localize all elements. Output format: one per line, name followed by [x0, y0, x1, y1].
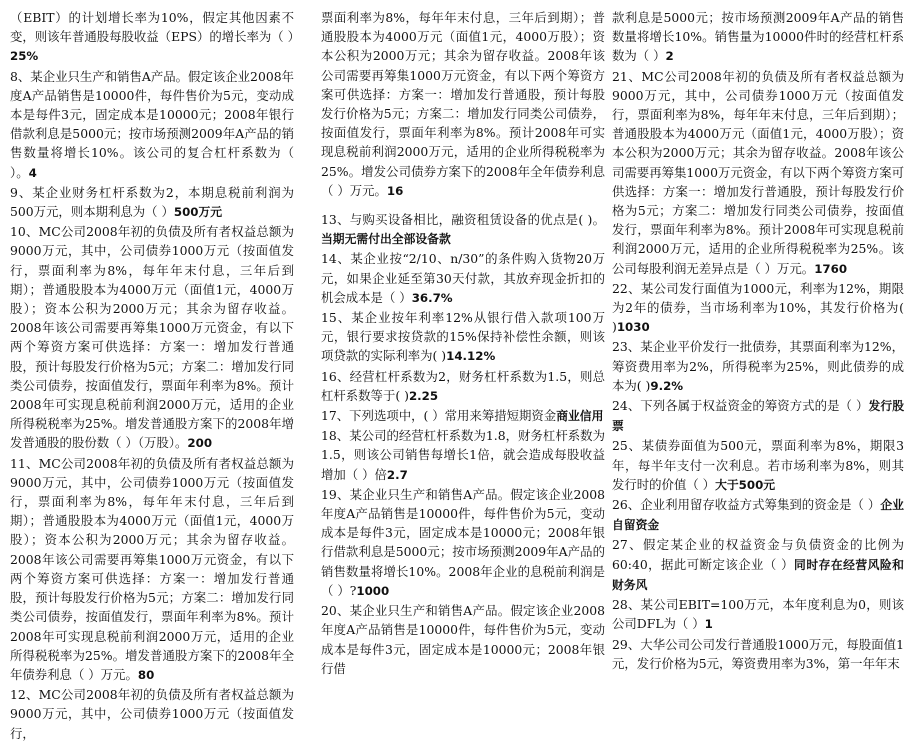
question-text: 29、大华公司公司发行普通股1000万元，每股面值1元，发行价格为5元，筹资费用率为3%，第一年年末: [612, 636, 904, 671]
question-text: 28、某公司EBIT=100万元，本年度利息为0，则该公司DFL为（ ）: [612, 597, 904, 632]
question-text: 20、某企业只生产和销售A产品。假定该企业2008年度A产品销售是10000件，每件售价为5元，变动成本是每件3元，固定成本是10000元；2008年银行借: [321, 603, 605, 676]
question-text: 21、MC公司2008年初的负债及所有者权益总额为9000万元，其中，公司债券1000万元（按面值发行，票面利率为8%，每年年末付息，三年后到期）；普通股股本为4000万元（面值1元，4000万股）；资本公积为2000万元；其余为留存收益。2008年该公司需要再筹集1000万元资金，有以下两个筹资方案可供选择：方案一：增加发行普通股，预计每股发行价格为5元；方案二：增加发行同类公司债券，按面值发行，票面年利率为8%。预计2008年可实现息税前利润2000万元，适用的企业所得税税率为25%。该公司每股利润无差异点是（ ）万元。: [612, 68, 904, 276]
answer-text: 2: [665, 49, 674, 64]
answer-text: 80: [137, 667, 155, 682]
question-item: [612, 67, 904, 279]
question-item: [612, 535, 904, 595]
question-text: 19、某企业只生产和销售A产品。假定该企业2008年度A产品销售是10000件，每件售价为5元，变动成本是每件3元，固定成本是10000元；2008年银行借款利息是5000元；按市场预测2009年A产品的销售数量将增长10%。2008年企业的息税前利润是（ ）?: [321, 486, 605, 598]
question-text: 13、与购买设备相比，融资租赁设备的优点是( )。: [321, 212, 605, 228]
question-item: [321, 426, 605, 485]
question-text: 11、MC公司2008年初的负债及所有者权益总额为9000万元，其中，公司债券1000万元（按面值发行，票面利率为8%，每年年末付息，三年后到期）；普通股股本为4000万元（面值1元，4000万股）；资本公积为2000万元；其余为留存收益。2008年该公司需要再筹集1000万元资金，有以下两个筹资方案可供选择：方案一：增加发行普通股，预计每股发行价格为5元；方案二：增加发行同类公司债券，按面值发行，票面年利率为8%。预计2008年可实现息税前利润2000万元，适用的企业所得税税率为25%。增发普通股方案下的2008年全年债券利息（ ）万元。: [10, 455, 294, 682]
question-item: [612, 337, 904, 396]
answer-text: 16: [386, 183, 404, 198]
question-item: [612, 635, 904, 673]
question-text: 12、MC公司2008年初的负债及所有者权益总额为9000万元，其中，公司债券1000万元（按面值发行，: [10, 687, 294, 741]
answer-text: 大于500元: [715, 477, 776, 492]
question-text: 25、某债券面值为500元，票面利率为8%，期限3年，每半年支付一次利息。若市场利率为8%，则其发行时的价值（ ）: [612, 438, 904, 492]
question-item: [10, 8, 301, 67]
question-item: [321, 308, 605, 367]
answer-text: 同时存在经营风险和财务风: [612, 557, 904, 592]
question-text: 27、假定某企业的权益资金与负债资金的比例为60:40，据此可断定该企业（ ）: [612, 537, 904, 572]
answer-text: 25%: [10, 49, 39, 64]
question-item: [10, 454, 294, 685]
question-item: [321, 601, 605, 678]
question-item: [612, 595, 904, 634]
question-text: 10、MC公司2008年初的负债及所有者权益总额为9000万元，其中，公司债券1000万元（按面值发行，票面利率为8%，每年年末付息，三年后到期）；普通股股本为4000万元（面值1元，4000万股）；资本公积为2000万元；其余为留存收益。2008年该公司需要再筹集1000万元资金，有以下两个筹资方案可供选择：方案一：增加发行普通股，预计每股发行价格为5元；方案二：增加发行同类公司债券，按面值发行，票面年利率为8%。预计2008年可实现息税前利润2000万元，适用的企业所得税税率为25%。增发普通股方案下的2008年增发普通股的股份数（ ）（万股）。: [10, 224, 294, 451]
question-item: [10, 183, 294, 222]
question-text: 14、某企业按“2/10、n/30”的条件购入货物20万元，如果企业延至第30天付款，其放弃现金折扣的机会成本是（ ）: [321, 251, 605, 305]
column-left: [10, 8, 301, 743]
question-item: [321, 367, 605, 406]
question-item: [612, 8, 904, 67]
answer-text: 2.25: [408, 388, 439, 403]
question-text: 24、下列各属于权益资金的筹资方式的是（ ）: [612, 398, 869, 414]
question-item: [321, 406, 605, 426]
question-item: [612, 396, 904, 436]
question-text: 15、某企业按年利率12%从银行借入款项100万元，银行要求按贷款的15%保持补偿性余额，则该项贷款的实际利率为( ): [321, 310, 605, 364]
question-item: [10, 67, 294, 183]
answer-text: 1760: [814, 261, 848, 276]
answer-text: 发行股票: [612, 399, 904, 434]
question-text: 23、某企业平价发行一批债券，其票面利率为12%，筹资费用率为2%，所得税率为25%，则此债券的成本为( ): [612, 339, 904, 393]
question-text: 16、经营杠杆系数为2，财务杠杆系数为1.5，则总杠杆系数等于( ): [321, 368, 605, 403]
question-item: [321, 249, 605, 308]
question-text: 8、某企业只生产和销售A产品。假定该企业2008年度A产品销售是10000件，每件售价为5元，变动成本是每件3元，固定成本是10000元；2008年银行借款利息是5000元；按市场预测2009年A产品的销售数量将增长10%。该公司的复合杠杆系数为（ ）。: [10, 68, 294, 180]
answer-text: 36.7%: [411, 290, 453, 305]
column-middle: [321, 8, 605, 678]
question-text: 18、某公司的经营杠杆系数为1.8，财务杠杆系数为1.5，则该公司销售每增长1倍，就会造成每股收益增加（ ）倍: [321, 428, 605, 482]
answer-text: 2.7: [386, 467, 408, 482]
question-text: 票面利率为8%，每年年末付息，三年后到期）；普通股股本为4000万元（面值1元，4000万股）；资本公积为2000万元；其余为留存收益。2008年该公司需要再筹集1000万元资金，有以下两个筹资方案可供选择：方案一：增加发行普通股，预计每股发行价格为5元；方案二：增加发行同类公司债券，按面值发行，票面年利率为8%。预计2008年可实现息税前利润2000万元，适用的企业所得税税率为25%。增发公司债券方案下的2008年全年债券利息（ ）万元。: [321, 10, 605, 198]
answer-text: 4: [28, 165, 37, 180]
answer-text: 1: [704, 617, 713, 632]
question-item: [612, 495, 904, 535]
answer-text: 1000: [356, 583, 390, 598]
answer-text: 500万元: [173, 205, 223, 220]
question-item: [321, 8, 605, 201]
answer-text: 商业信用: [556, 409, 604, 424]
question-text: 款利息是5000元；按市场预测2009年A产品的销售数量将增长10%。销售量为10000件时的经营杠杆系数为（ ）: [612, 10, 904, 64]
answer-text: 企业自留资金: [612, 498, 904, 533]
question-text: 17、下列选项中，( ）常用来筹措短期资金: [321, 408, 557, 424]
question-text: （EBIT）的计划增长率为10%，假定其他因素不变，则该年普通股每股收益（EPS）的增长率为（ ）: [10, 10, 301, 45]
question-item: [612, 436, 904, 495]
question-item: [612, 279, 904, 338]
answer-text: 当期无需付出全部设备款: [321, 232, 451, 247]
answer-text: 14.12%: [446, 349, 496, 364]
answer-text: 1030: [616, 320, 650, 335]
question-item: [10, 222, 294, 453]
question-item: [321, 210, 605, 249]
question-item: [10, 685, 294, 743]
question-text: 9、某企业财务杠杆系数为2，本期息税前利润为500万元，则本期利息为（ ）: [10, 184, 294, 220]
answer-text: 200: [187, 436, 213, 451]
column-right: [612, 8, 904, 673]
question-text: 22、某公司发行面值为1000元，利率为12%，期限为2年的债券，当市场利率为10%，其发行价格为( ): [612, 280, 904, 335]
question-text: 26、企业利用留存收益方式筹集到的资金是（ ）: [612, 497, 881, 513]
question-item: [321, 485, 605, 601]
answer-text: 9.2%: [650, 378, 684, 393]
